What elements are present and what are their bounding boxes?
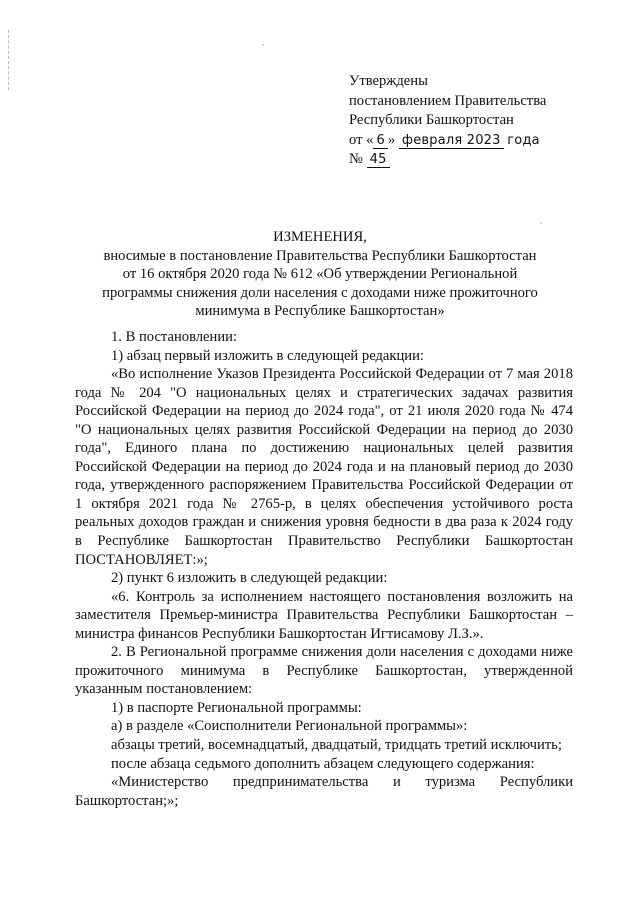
document-body (75, 328, 573, 810)
paragraph-item-1: 1. В постановлении: (111, 329, 238, 345)
paragraph-item-2: 2. В Региональной программе снижения доли населения с доходами ниже прожиточного минимума в Республике Башкортостан, утвержденной указанным постановлением: (75, 644, 573, 698)
scan-speck (540, 222, 542, 224)
date-year-suffix: года (507, 132, 540, 148)
resolution-number: 45 (367, 152, 390, 168)
date-day-close: » (387, 131, 396, 148)
approval-line-approved: Утверждены (349, 73, 428, 89)
paragraph-ministry-entry: «Министерство предпринимательства и туризма Республики Башкортостан;»; (75, 774, 573, 809)
heading-line-1: вносимые в постановление Правительства Республики Башкортостан (103, 247, 537, 264)
approval-line-republic: Республики Башкортостан (349, 112, 514, 129)
heading-line-3: программы снижения доли населения с доходами ниже прожиточного (102, 284, 538, 301)
approval-date-line (349, 131, 546, 151)
paragraph-add-after-seventh: после абзаца седьмого дополнить абзацем следующего содержания: (111, 755, 535, 772)
approval-number-line (349, 150, 546, 170)
document-title: ИЗМЕНЕНИЯ, (273, 229, 367, 245)
paragraph-passport: 1) в паспорте Региональной программы: (111, 699, 362, 716)
paragraph-subitem-1: 1) абзац первый изложить в следующей редакции: (111, 347, 424, 364)
scan-speck (262, 44, 264, 46)
approval-stamp-block (349, 72, 546, 170)
date-prefix: от « (349, 131, 374, 148)
approval-line-resolution: постановлением Правительства (349, 92, 547, 109)
paragraph-subitem-2: 2) пункт 6 изложить в следующей редакции: (111, 570, 388, 587)
heading-line-4: минимума в Республике Башкортостан» (195, 303, 445, 320)
heading-line-2: от 16 октября 2020 года № 612 «Об утверждении Региональной (122, 266, 518, 283)
paragraph-exclude-paragraphs: абзацы третий, восемнадцатый, двадцатый, тридцать третий исключить; (111, 737, 562, 754)
date-day: 6 (373, 133, 387, 149)
date-month-year: февраля 2023 (399, 133, 504, 149)
document-heading (70, 228, 570, 321)
paragraph-new-wording-6: «6. Контроль за исполнением настоящего постановления возложить на заместителя Премьер-министра Правительства Республики Башкортостан – министра финансов Республики Башкортостан Игтисамову Л.З.». (75, 588, 573, 642)
paragraph-new-wording-1: «Во исполнение Указов Президента Российской Федерации от 7 мая 2018 года № 204 "О национальных целях и стратегических задачах развития Российской Федерации на период до 2024 года", от 21 июля 2020 года № 474 "О национальных целях развития Российской Федерации на период до 2030 года", Единого плана по достижению национальных целей развития Российской Федерации на период до 2024 года и на плановый период до 2030 года, утвержденного распоряжением Правительства Российской Федерации от 1 октября 2021 года № 2765-р, в целях обеспечения устойчивого роста реальных доходов граждан и снижения уровня бедности в два раза к 2024 году в Республике Башкортостан Правительство Республики Башкортостан ПОСТАНОВЛЯЕТ:»; (75, 366, 573, 568)
scan-margin-mark (8, 30, 10, 90)
number-prefix: № (349, 151, 363, 168)
paragraph-coexecutors-section: а) в разделе «Соисполнители Региональной программы»: (111, 718, 468, 735)
